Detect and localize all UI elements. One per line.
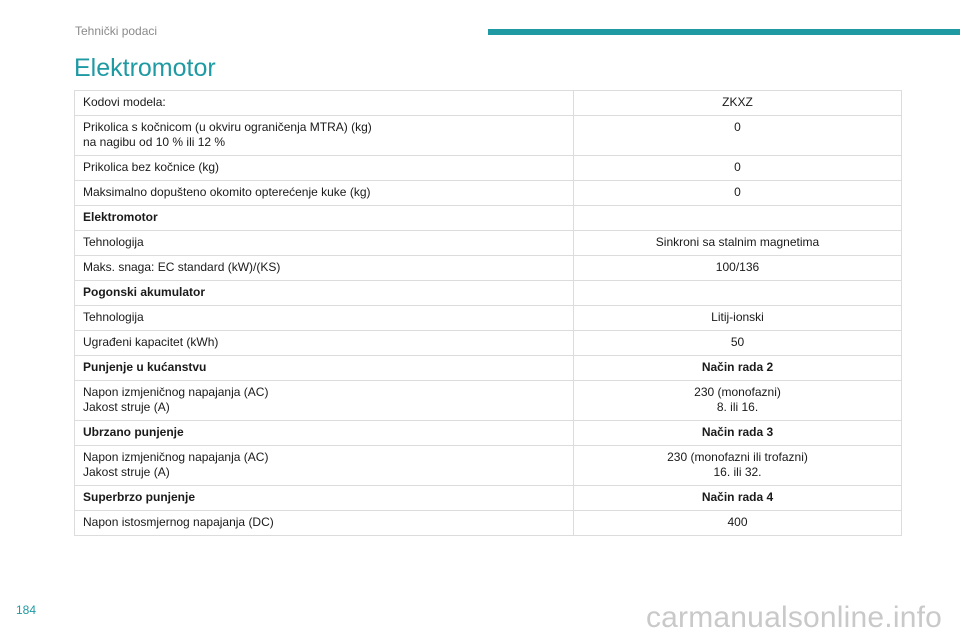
table-row: [75, 511, 902, 536]
row-label: Jakost struje (A): [83, 400, 170, 414]
row-value: 16. ili 32.: [713, 465, 762, 479]
row-label-cell: [75, 116, 574, 156]
row-label-cell: [75, 306, 574, 331]
row-label: Napon izmjeničnog napajanja (AC): [83, 385, 269, 399]
watermark: carmanualsonline.info: [645, 601, 942, 634]
table-row: [75, 156, 902, 181]
page-number: 184: [16, 603, 37, 617]
row-value: 0: [734, 160, 741, 174]
row-label-cell: [75, 206, 574, 231]
row-label-cell: [75, 231, 574, 256]
row-label-cell: [75, 511, 574, 536]
row-label-cell: [75, 446, 574, 486]
row-label: Jakost struje (A): [83, 465, 170, 479]
table-row: [75, 116, 902, 156]
row-label-cell: [75, 91, 574, 116]
table-row: [75, 446, 902, 486]
electric-motor-specs-table: [74, 205, 902, 536]
row-label-cell: [75, 486, 574, 511]
row-value: ZKXZ: [722, 95, 753, 109]
row-value-cell: [574, 91, 902, 116]
table-row: [75, 256, 902, 281]
row-value: Sinkroni sa stalnim magnetima: [655, 235, 820, 249]
row-value: 400: [727, 515, 748, 529]
row-value-cell: [574, 181, 902, 206]
row-value-cell: [574, 381, 902, 421]
row-value: 8. ili 16.: [716, 400, 759, 414]
row-value-cell: [574, 206, 902, 231]
row-label-cell: [75, 421, 574, 446]
row-value-cell: [574, 331, 902, 356]
row-label: Pogonski akumulator: [83, 285, 206, 299]
row-label: Maks. snaga: EC standard (kW)/(KS): [83, 260, 281, 274]
row-value-cell: [574, 156, 902, 181]
row-value: Način rada 2: [701, 360, 774, 374]
row-value-cell: [574, 446, 902, 486]
row-value-cell: [574, 421, 902, 446]
page-title: Elektromotor: [74, 54, 216, 82]
row-label: Tehnologija: [83, 310, 144, 324]
row-value: Način rada 3: [701, 425, 774, 439]
row-label: Ugrađeni kapacitet (kWh): [83, 335, 219, 349]
row-label: Kodovi modela:: [83, 95, 166, 109]
row-value: 230 (monofazni ili trofazni): [667, 450, 808, 464]
row-label-cell: [75, 281, 574, 306]
row-label: Superbrzo punjenje: [83, 490, 196, 504]
model-specs-table: [74, 90, 902, 206]
table-section-row: [75, 281, 902, 306]
table-section-row: [75, 206, 902, 231]
row-value: 230 (monofazni): [694, 385, 781, 399]
row-label: na nagibu od 10 % ili 12 %: [83, 135, 226, 149]
row-label: Elektromotor: [83, 210, 158, 224]
table-row: [75, 91, 902, 116]
row-value-cell: [574, 511, 902, 536]
row-label: Napon izmjeničnog napajanja (AC): [83, 450, 269, 464]
row-value-cell: [574, 281, 902, 306]
row-label-cell: [75, 156, 574, 181]
table-row: [75, 181, 902, 206]
header-accent-bar: [488, 29, 960, 35]
row-label: Prikolica bez kočnice (kg): [83, 160, 220, 174]
row-value-cell: [574, 306, 902, 331]
table-row: [75, 331, 902, 356]
row-value: 50: [730, 335, 745, 349]
row-label: Maksimalno dopušteno okomito opterećenje kuke (kg): [83, 185, 371, 199]
row-value: Način rada 4: [701, 490, 774, 504]
row-value: 100/136: [715, 260, 760, 274]
row-value-cell: [574, 116, 902, 156]
table-row: [75, 381, 902, 421]
table-section-row: [75, 356, 902, 381]
row-label: Punjenje u kućanstvu: [83, 360, 207, 374]
row-label-cell: [75, 256, 574, 281]
row-label: Ubrzano punjenje: [83, 425, 184, 439]
section-label: Tehnički podaci: [75, 24, 158, 38]
table-section-row: [75, 421, 902, 446]
row-label-cell: [75, 356, 574, 381]
row-value-cell: [574, 356, 902, 381]
row-value: Litij-ionski: [711, 310, 764, 324]
table-row: [75, 231, 902, 256]
table-row: [75, 306, 902, 331]
table-section-row: [75, 486, 902, 511]
row-label-cell: [75, 381, 574, 421]
row-label: Napon istosmjernog napajanja (DC): [83, 515, 274, 529]
row-value: 0: [734, 185, 741, 199]
row-label-cell: [75, 181, 574, 206]
row-label: Tehnologija: [83, 235, 144, 249]
row-label-cell: [75, 331, 574, 356]
row-value-cell: [574, 231, 902, 256]
row-value-cell: [574, 486, 902, 511]
row-label: Prikolica s kočnicom (u okviru ograničenja MTRA) (kg): [83, 120, 372, 134]
row-value-cell: [574, 256, 902, 281]
row-value: 0: [734, 120, 741, 134]
